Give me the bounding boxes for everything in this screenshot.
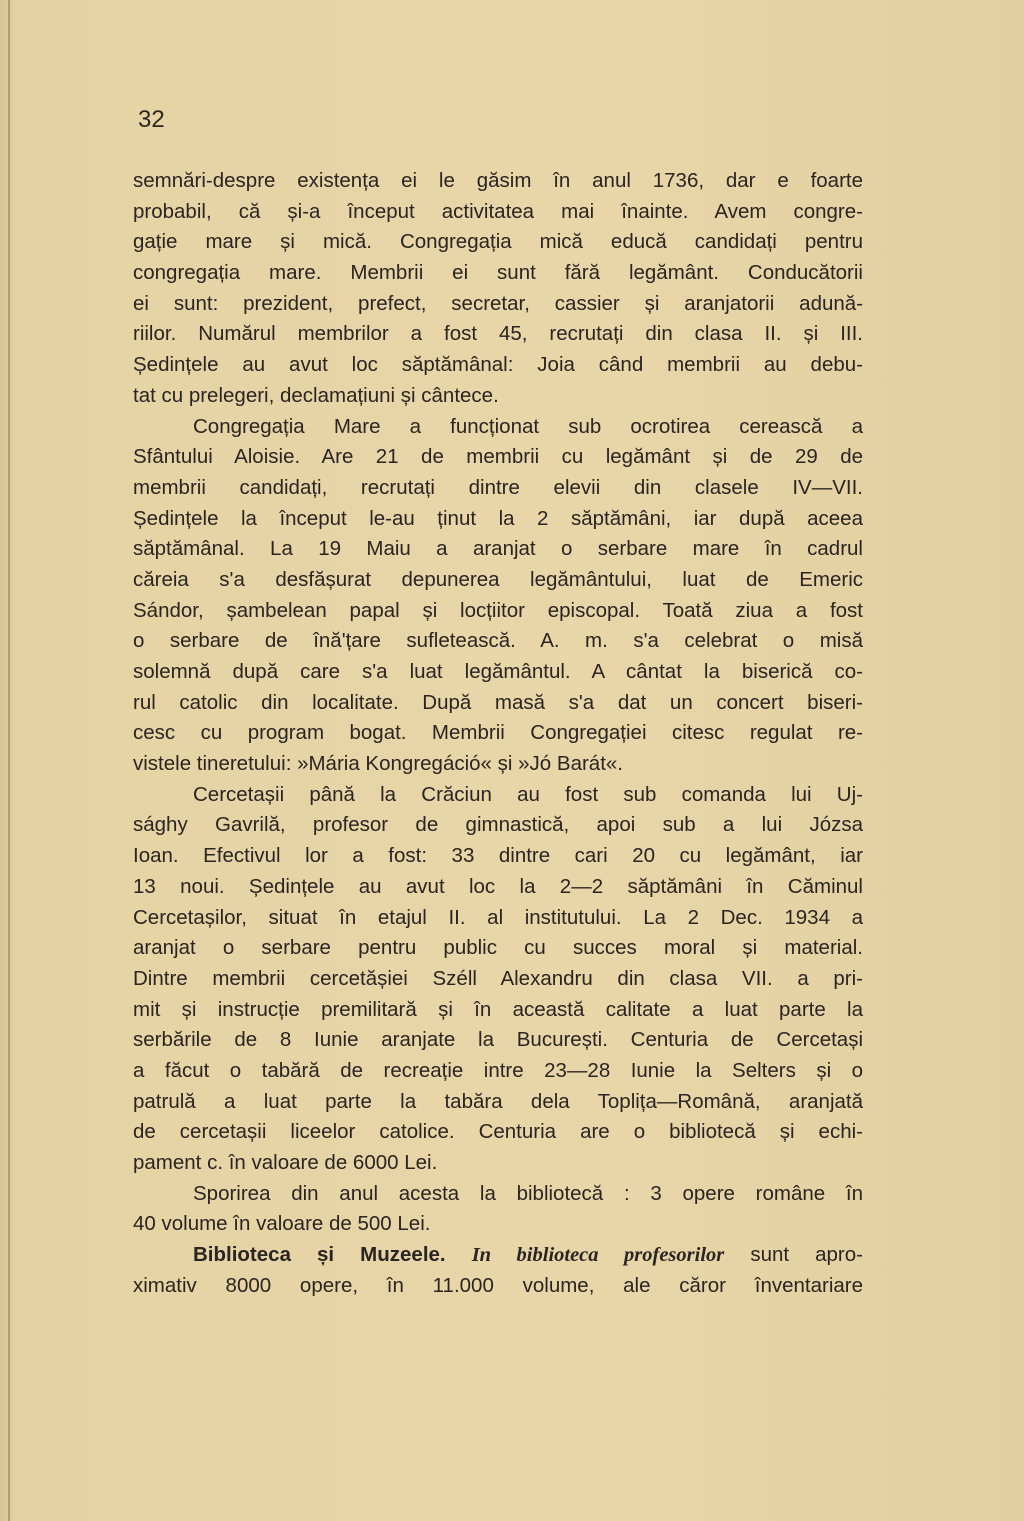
page-edge-line [8,0,10,1521]
text-line: Ședințele la început le-au ținut la 2 săptămâni, iar după aceea [133,506,863,530]
section-heading-line [133,1240,863,1271]
text-line: Congregația Mare a funcționat sub ocrotirea cerească a [193,414,863,438]
text-line: ximativ 8000 opere, în 11.000 volume, ale căror înventariare [133,1273,863,1297]
text-line: tat cu prelegeri, declamațiuni și cântece. [133,383,499,407]
text-line: vistele tineretului: »Mária Kongregáció« și »Jó Barát«. [133,752,623,776]
text-line: 13 noui. Ședințele au avut loc la 2—2 săptămâni în Căminul [133,874,863,898]
text-line: probabil, că și-a început activitatea mai înainte. Avem congre- [133,199,863,223]
text-line: Dintre membrii cercetășiei Széll Alexandru din clasa VII. a pri- [133,966,863,990]
text-line: sághy Gavrilă, profesor de gimnastică, apoi sub a lui Józsa [133,813,863,837]
text-line: Sándor, șambelean papal și locțiitor episcopal. Toată ziua a fost [133,598,863,622]
text-line: patrulă a luat parte la tabăra dela Toplița—Română, aranjată [133,1089,863,1113]
section-heading: Biblioteca și Muzeele. [193,1243,446,1267]
text-line: căreia s'a desfășurat depunerea legământului, luat de Emeric [133,567,863,591]
text-line: Sporirea din anul acesta la bibliotecă : 3 opere române în [193,1181,863,1205]
text-line: solemnă după care s'a luat legământul. A cântat la biserică co- [133,660,863,683]
text-line: o serbare de înă'țare sufletească. A. m. s'a celebrat o misă [133,629,863,653]
text-fragment: sunt apro- [750,1243,863,1267]
text-line: săptămânal. La 19 Maiu a aranjat o serbare mare în cadrul [133,537,863,561]
text-line: Ioan. Efectivul lor a fost: 33 dintre cari 20 cu legământ, iar [133,844,863,868]
text-line: serbările de 8 Iunie aranjate la București. Centuria de Cercetași [133,1028,863,1052]
text-line: mit și instrucție premilitară și în această calitate a luat parte la [133,997,863,1021]
text-line: Cercetașilor, situat în etajul II. al institutului. La 2 Dec. 1934 a [133,905,863,929]
text-line: gație mare și mică. Congregația mică educă candidați pentru [133,230,863,254]
page-number: 32 [138,106,165,133]
text-line: ei sunt: prezident, prefect, secretar, cassier și aranjatorii adună- [133,291,863,315]
text-line: 40 volume în valoare de 500 Lei. [133,1212,431,1236]
text-line: Cercetașii până la Crăciun au fost sub comanda lui Uj- [193,782,863,806]
text-line: semnări-despre existența ei le găsim în anul 1736, dar e foarte [133,169,863,192]
text-line: pament c. în valoare de 6000 Lei. [133,1151,438,1174]
text-line: membrii candidați, recrutați dintre elevii din clasele IV—VII. [133,475,863,499]
text-line: congregația mare. Membrii ei sunt fără legământ. Conducătorii [133,261,863,285]
text-line: de cercetașii liceelor catolice. Centuria are o bibliotecă și echi- [133,1120,863,1144]
italic-phrase: In biblioteca profesorilor [471,1244,725,1267]
text-line: riilor. Numărul membrilor a fost 45, recrutați din clasa II. și III. [133,322,863,346]
text-line: rul catolic din localitate. După masă s'a dat un concert biseri- [133,690,863,714]
text-line: Sfântului Aloisie. Are 21 de membrii cu legământ și de 29 de [133,445,863,469]
text-line: aranjat o serbare pentru public cu succes moral și material. [133,936,863,960]
text-line: Ședințele au avut loc săptămânal: Joia când membrii au debu- [133,353,863,377]
text-line: cesc cu program bogat. Membrii Congregației citesc regulat re- [133,721,863,745]
text-line: a făcut o tabără de recreație intre 23—28 Iunie la Selters și o [133,1058,863,1082]
body-text [133,166,863,1301]
